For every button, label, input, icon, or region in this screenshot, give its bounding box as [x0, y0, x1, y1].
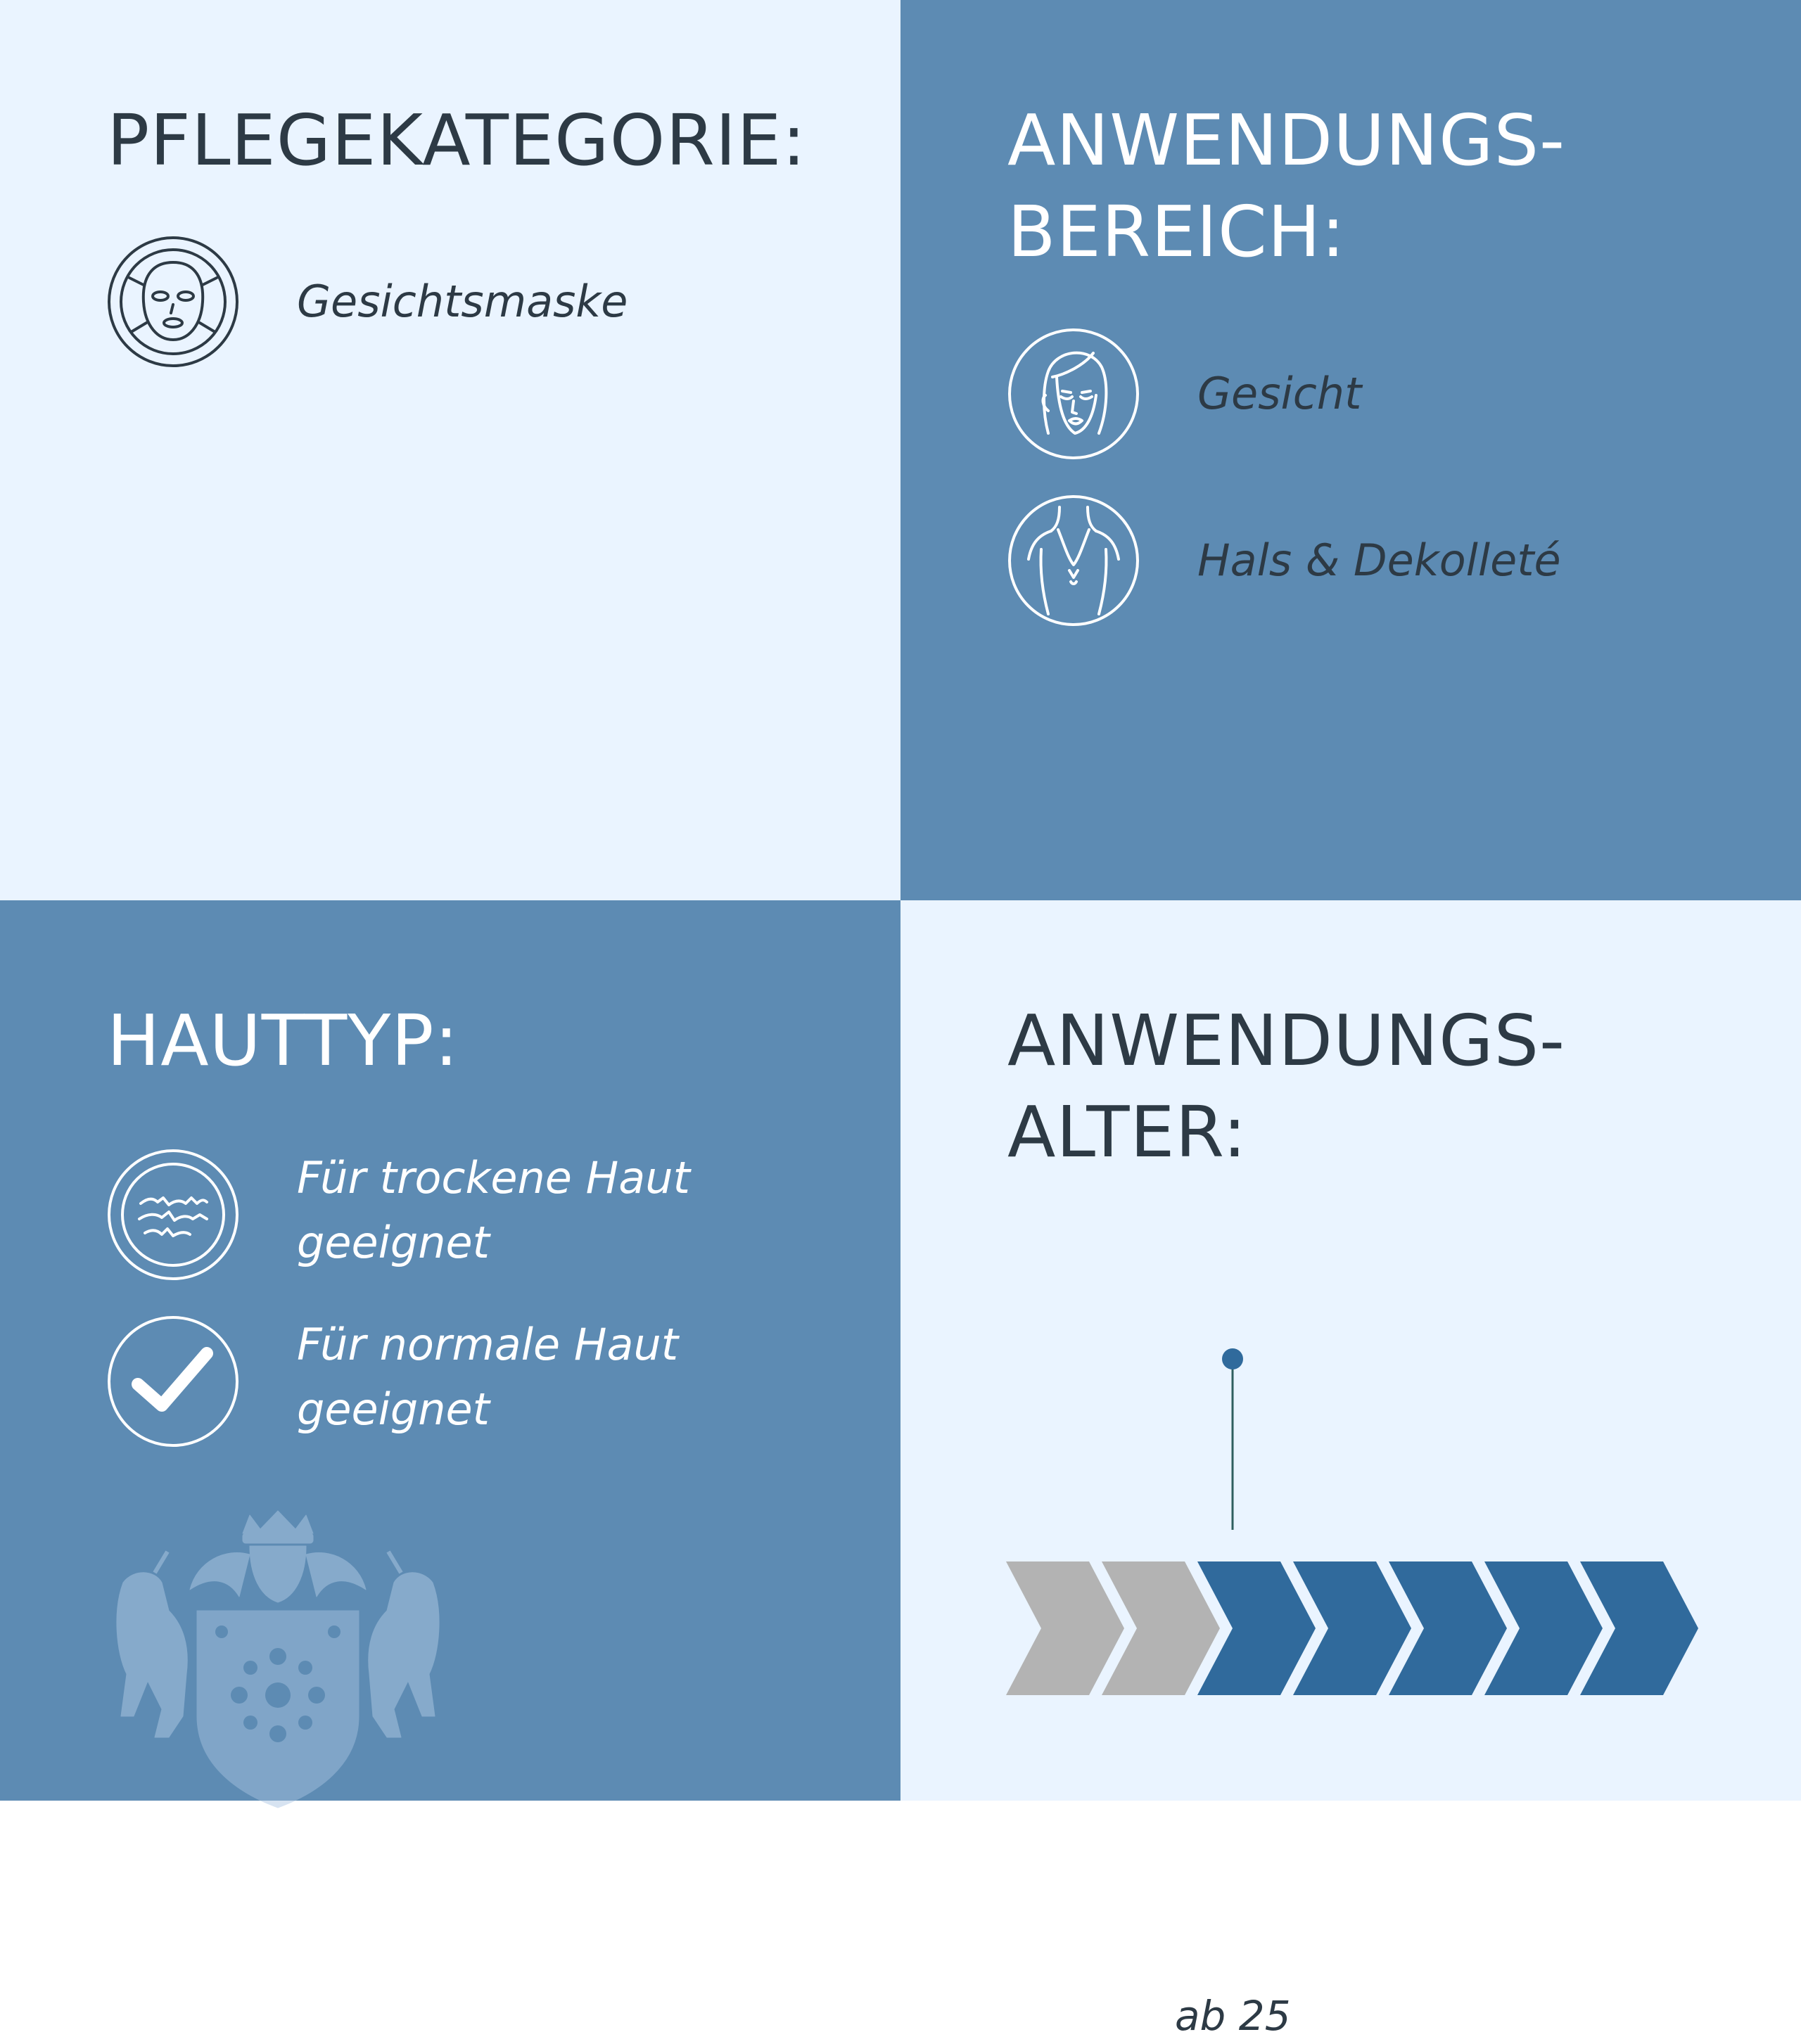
application-area-label-neck-decollete: Hals & Dekolleté: [1197, 535, 1561, 586]
skin-type-label-normal-line-1: Für normale Haut: [297, 1319, 679, 1370]
application-area-heading-line-2: BEREICH:: [1007, 191, 1346, 273]
application-area-label-face: Gesicht: [1197, 368, 1362, 419]
dry-skin-icon: [107, 1149, 239, 1281]
age-marker-label: ab 25: [1175, 1992, 1291, 2040]
application-area-panel: [900, 0, 1801, 900]
skin-type-heading: HAUTTYP:: [107, 999, 459, 1082]
coat-of-arms-icon: [106, 1505, 450, 1815]
application-age-heading-line-2: ALTER:: [1007, 1091, 1247, 1173]
application-area-heading: [1007, 95, 1565, 278]
skin-type-label-normal: [297, 1312, 678, 1442]
face-icon: [1007, 328, 1140, 460]
application-age-heading-line-1: ANWENDUNGS-: [1007, 999, 1566, 1082]
care-category-label: Gesichtsmaske: [297, 276, 628, 327]
application-area-heading-line-1: ANWENDUNGS-: [1007, 99, 1566, 181]
age-scale: [900, 900, 1801, 1801]
checkmark-icon: [107, 1315, 239, 1448]
application-age-panel: [900, 900, 1801, 2040]
face-mask-icon: [107, 236, 239, 368]
skin-type-label-dry-line-2: geeignet: [297, 1217, 490, 1268]
skin-type-label-dry: [297, 1146, 690, 1275]
care-category-heading: PFLEGEKATEGORIE:: [107, 99, 807, 181]
age-scale-graphic: [900, 900, 1801, 1801]
skin-type-panel: [0, 900, 900, 1801]
care-category-panel: [0, 0, 900, 900]
skin-type-label-dry-line-1: Für trockene Haut: [297, 1152, 690, 1203]
age-marker-dot: [1222, 1348, 1243, 1369]
skin-type-label-normal-line-2: geeignet: [297, 1384, 490, 1435]
age-chevron-inactive: [1006, 1561, 1124, 1695]
neck-decollete-icon: [1007, 494, 1140, 627]
